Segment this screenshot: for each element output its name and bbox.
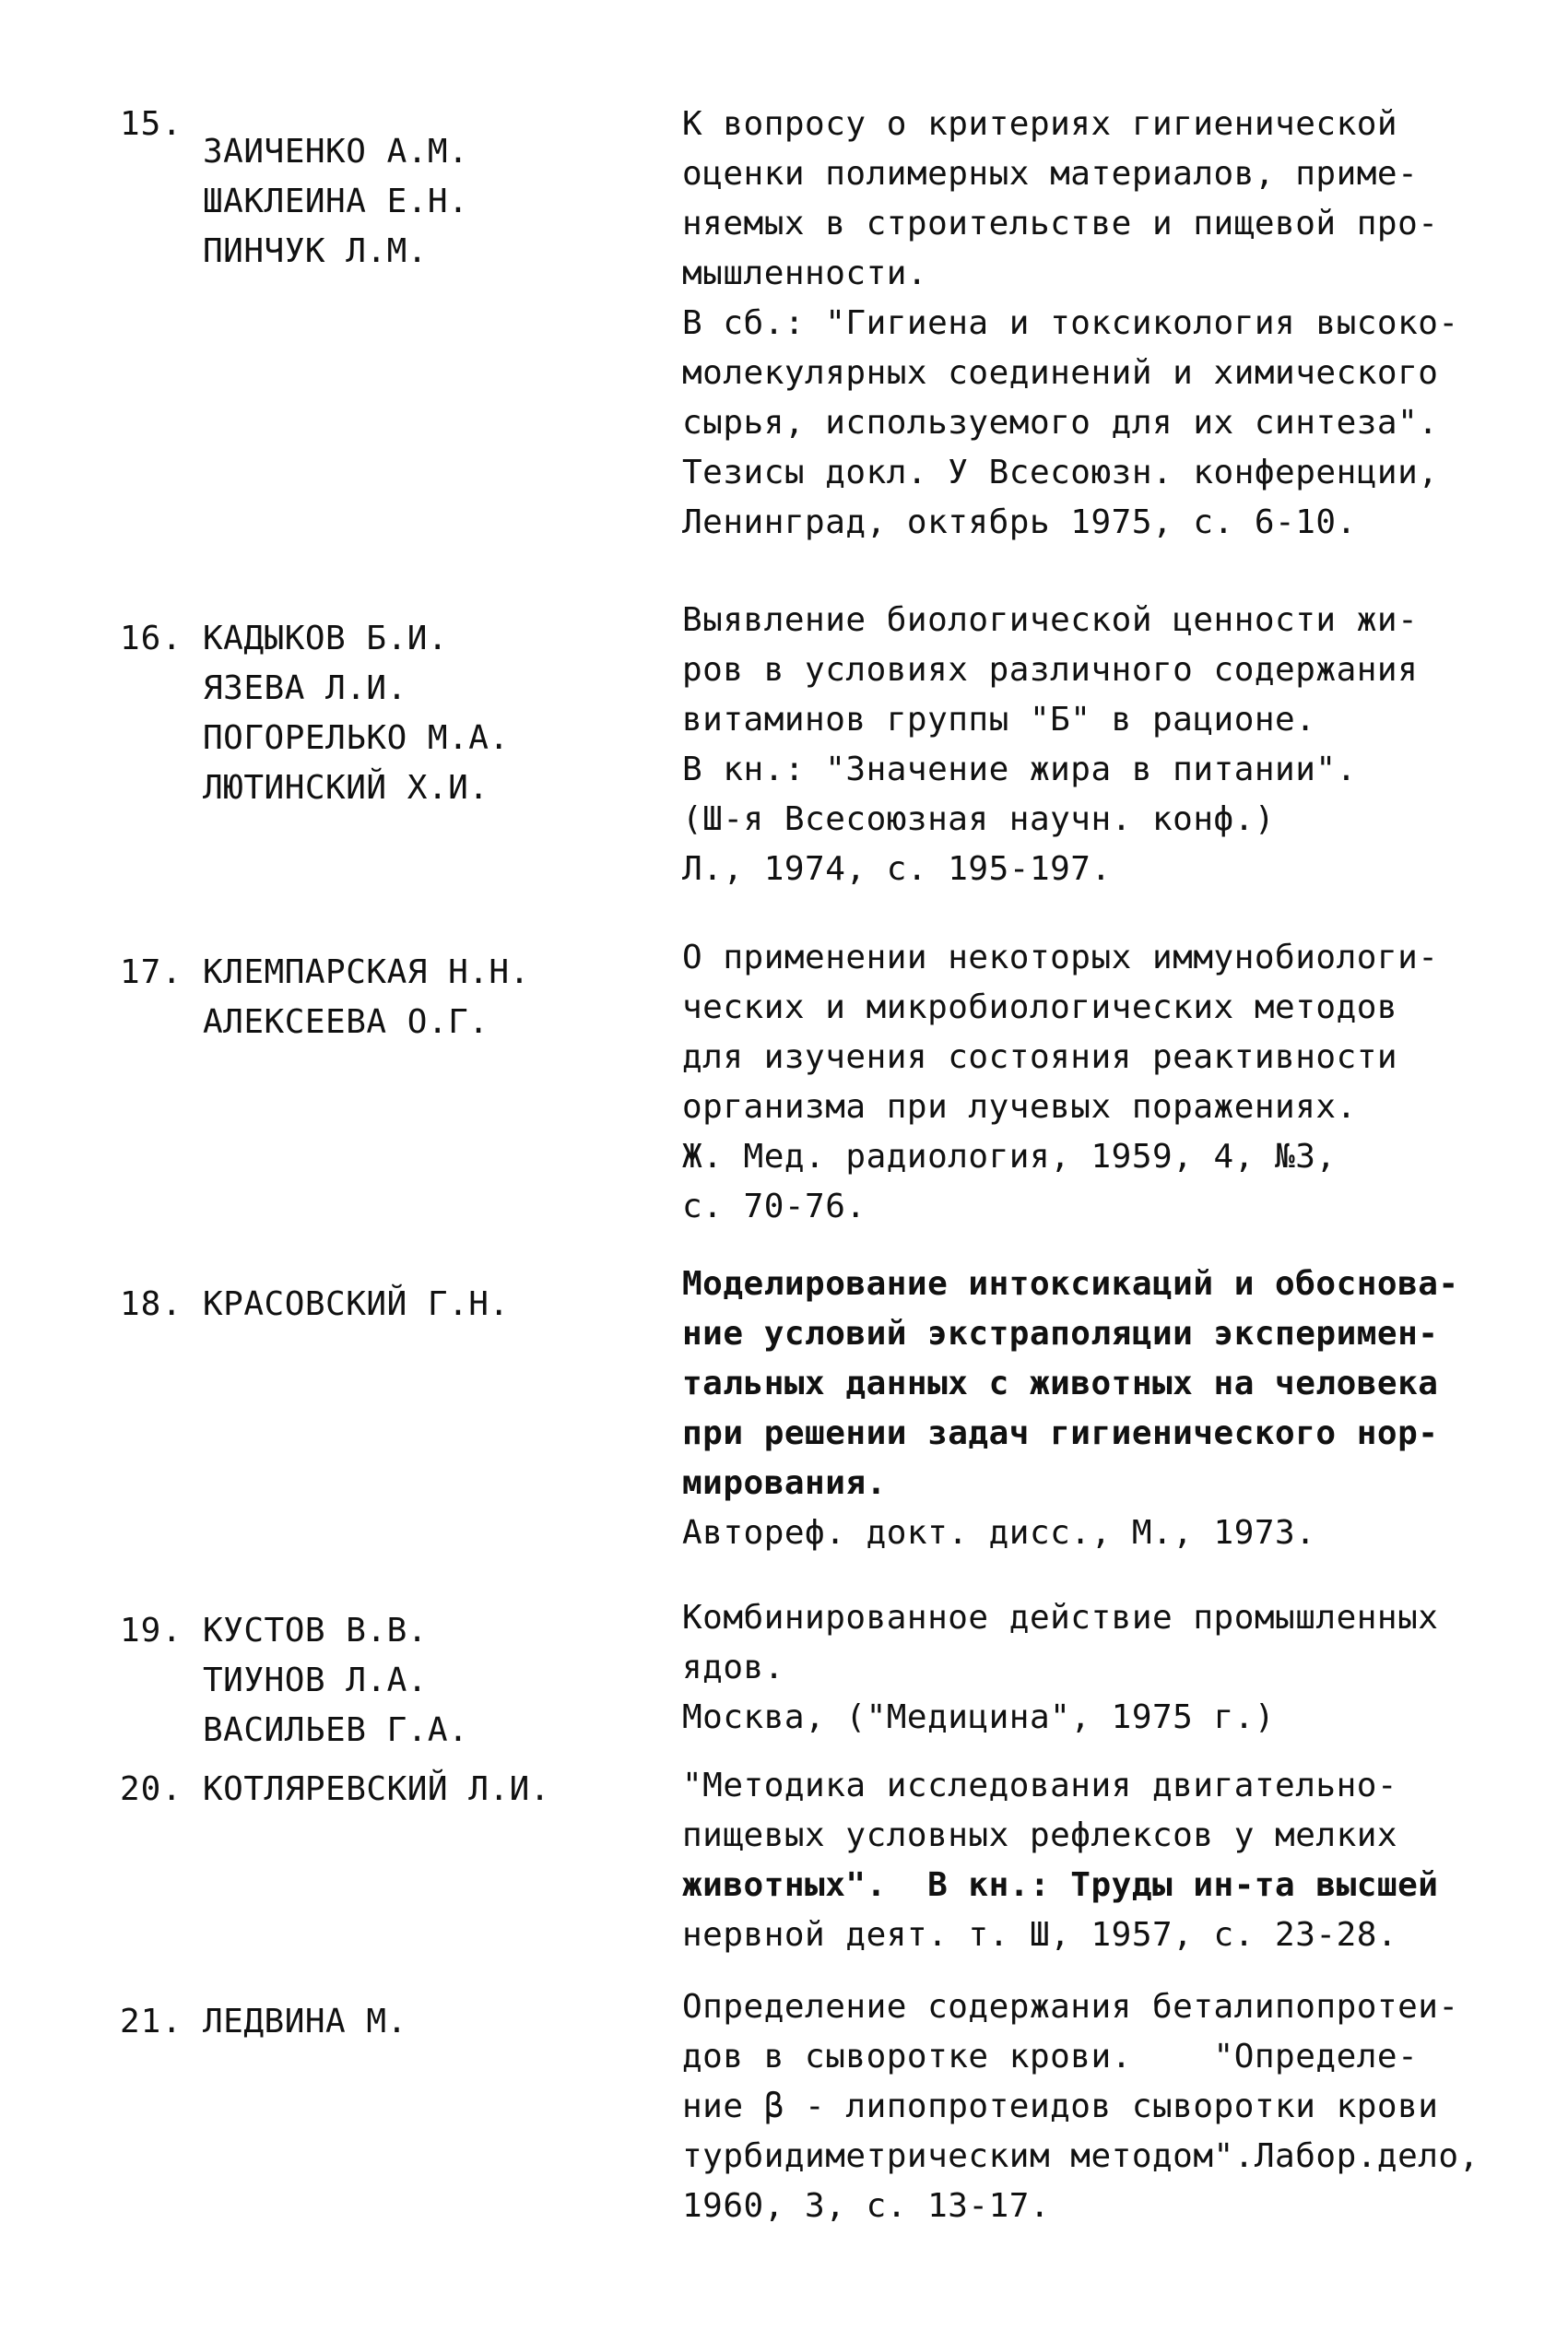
reference-line: сырья, используемого для их синтеза". <box>682 404 1439 442</box>
author: ЛЮТИНСКИЙ Х.И. <box>203 769 489 807</box>
reference-line: К вопросу о критериях гигиенической <box>682 105 1398 143</box>
entry-number: 19. <box>120 1612 183 1650</box>
entry-number: 18. <box>120 1285 183 1323</box>
reference-line: Комбинированное действие промышленных <box>682 1599 1439 1637</box>
reference-line: турбидиметрическим методом".Лабор.дело, <box>682 2137 1480 2175</box>
reference-line: ческих и микробиологических методов <box>682 988 1398 1026</box>
reference-line: О применении некоторых иммунобиологи- <box>682 939 1439 976</box>
reference-text <box>682 1982 1480 2231</box>
reference-line: организма при лучевых поражениях. <box>682 1088 1357 1126</box>
author-list <box>203 1606 468 1756</box>
author: ПОГОРЕЛЬКО М.А. <box>203 719 510 757</box>
author-list <box>203 1765 550 1815</box>
author: ВАСИЛЬЕВ Г.А. <box>203 1711 469 1749</box>
reference-line: мышленности. <box>682 254 928 292</box>
author: КАДЫКОВ Б.И. <box>203 620 449 657</box>
reference-line: ние β - липопротеидов сыворотки крови <box>682 2088 1439 2125</box>
reference-text <box>682 596 1418 894</box>
reference-line: ние условий экстраполяции эксперимен- <box>682 1315 1439 1353</box>
author-list <box>203 1280 510 1330</box>
reference-line: пищевых условных рефлексов у мелких <box>682 1816 1398 1854</box>
author: КРАСОВСКИЙ Г.Н. <box>203 1285 510 1323</box>
reference-text <box>682 933 1438 1232</box>
reference-line: дов в сыворотке крови. "Определе- <box>682 2038 1419 2076</box>
reference-line: Л., 1974, с. 195-197. <box>682 850 1112 888</box>
reference-line: Автореф. докт. дисс., М., 1973. <box>682 1514 1316 1552</box>
reference-line: при решении задач гигиенического нор- <box>682 1414 1439 1452</box>
author-list <box>203 614 510 813</box>
entry-number: 16. <box>120 620 183 657</box>
author: АЛЕКСЕЕВА О.Г. <box>203 1003 489 1041</box>
entry-number: 20. <box>120 1770 183 1808</box>
reference-line: молекулярных соединений и химического <box>682 354 1439 392</box>
reference-line: Определение содержания беталипопротеи- <box>682 1988 1459 2026</box>
author-list <box>203 948 530 1047</box>
reference-line: с. 70-76. <box>682 1188 867 1225</box>
reference-line: Ж. Мед. радиология, 1959, 4, №3, <box>682 1138 1337 1176</box>
author: ЗАИЧЕНКО А.М. <box>203 133 469 171</box>
author: ШАКЛЕИНА Е.Н. <box>203 183 469 220</box>
reference-line: 1960, 3, с. 13-17. <box>682 2187 1051 2225</box>
reference-line: Выявление биологической ценности жи- <box>682 601 1419 639</box>
reference-line: Москва, ("Медицина", 1975 г.) <box>682 1698 1276 1736</box>
reference-line: оценки полимерных материалов, приме- <box>682 155 1419 193</box>
reference-line: ядов. <box>682 1649 784 1686</box>
reference-line: витаминов группы "Б" в рационе. <box>682 701 1316 739</box>
reference-line: мирования. <box>682 1464 887 1502</box>
reference-line: "Методика исследования двигательно- <box>682 1767 1398 1804</box>
reference-line: ров в условиях различного содержания <box>682 651 1419 689</box>
author: ЯЗЕВА Л.И. <box>203 669 407 707</box>
author: КОТЛЯРЕВСКИЙ Л.И. <box>203 1770 550 1808</box>
reference-text <box>682 1260 1459 1558</box>
author: КУСТОВ В.В. <box>203 1612 428 1650</box>
entry-number: 17. <box>120 953 183 991</box>
reference-line: Моделирование интоксикаций и обоснова- <box>682 1265 1459 1303</box>
reference-line: В сб.: "Гигиена и токсикология высоко- <box>682 304 1459 342</box>
reference-line: животных". В кн.: Труды ин-та высшей <box>682 1866 1439 1904</box>
reference-line: нервной деят. т. Ш, 1957, с. 23-28. <box>682 1916 1398 1954</box>
reference-line: тальных данных с животных на человека <box>682 1365 1439 1402</box>
reference-text <box>682 100 1459 548</box>
author: ТИУНОВ Л.А. <box>203 1662 428 1699</box>
reference-line: Тезисы докл. У Всесоюзн. конференции, <box>682 454 1439 491</box>
author-list <box>203 1997 407 2047</box>
reference-line: (Ш-я Всесоюзная научн. конф.) <box>682 800 1276 838</box>
entry-number: 21. <box>120 2003 183 2040</box>
reference-line: няемых в строительстве и пищевой про- <box>682 205 1439 242</box>
reference-line: Ленинград, октябрь 1975, с. 6-10. <box>682 503 1357 541</box>
author: ПИНЧУК Л.М. <box>203 232 428 270</box>
reference-line: В кн.: "Значение жира в питании". <box>682 751 1357 788</box>
reference-text <box>682 1593 1438 1743</box>
author: КЛЕМПАРСКАЯ Н.Н. <box>203 953 530 991</box>
reference-line: для изучения состояния реактивности <box>682 1038 1398 1076</box>
reference-text <box>682 1761 1438 1960</box>
entry-number: 15. <box>120 105 183 143</box>
author: ЛЕДВИНА М. <box>203 2003 407 2040</box>
author-list <box>203 127 468 277</box>
